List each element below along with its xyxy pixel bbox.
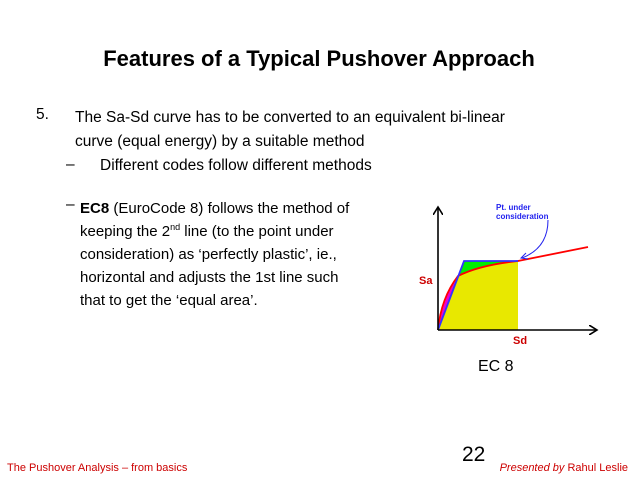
sa-axis-label: Sa xyxy=(419,275,433,287)
ec8-bold: EC8 xyxy=(80,200,110,217)
presented-by-label: Presented by xyxy=(499,462,565,474)
item-5-line-2: curve (equal energy) by a suitable method xyxy=(75,133,365,150)
sub-bullet-2-line-4: horizontal and adjusts the 1st line such xyxy=(80,269,339,286)
sub-bullet-2-line-1-rest: (EuroCode 8) follows the method of xyxy=(109,200,350,217)
sub-bullet-2-line-5: that to get the ‘equal area’. xyxy=(80,292,258,309)
sub-bullet-2-line-3: consideration) as ‘perfectly plastic’, ie., xyxy=(80,246,337,263)
figure-caption: EC 8 xyxy=(478,358,514,375)
sd-axis-label: Sd xyxy=(513,335,528,346)
footer-presenter xyxy=(500,462,628,474)
annotation-arrow xyxy=(522,220,548,258)
sub-bullet-2-line-2-pre: keeping the 2 xyxy=(80,223,171,240)
superscript-nd: nd xyxy=(170,222,181,232)
ec8-bilinear-diagram xyxy=(400,186,605,346)
item-5-text xyxy=(75,106,575,154)
annotation-text-line-2: consideration xyxy=(496,212,549,221)
item-number: 5. xyxy=(36,106,49,123)
sub-bullet-1-text: Different codes follow different methods xyxy=(100,157,372,174)
page-number: 22 xyxy=(462,443,486,466)
item-5-line-1: The Sa-Sd curve has to be converted to an equivalent bi-linear xyxy=(75,109,505,126)
sub-bullet-dash-1: – xyxy=(66,156,75,173)
footer-title: The Pushover Analysis – from basics xyxy=(7,462,188,474)
sub-bullet-2-line-2-post: line (to the point under xyxy=(180,223,334,240)
annotation-text-line-1: Pt. under xyxy=(496,203,531,212)
sub-bullet-2-text xyxy=(80,197,390,312)
slide-title: Features of a Typical Pushover Approach xyxy=(103,46,535,71)
sub-bullet-2-line-2 xyxy=(80,220,390,243)
presenter-name: Rahul Leslie xyxy=(564,462,628,474)
sub-bullet-dash-2: – xyxy=(66,196,75,213)
sub-bullet-2-line-1 xyxy=(80,197,390,220)
